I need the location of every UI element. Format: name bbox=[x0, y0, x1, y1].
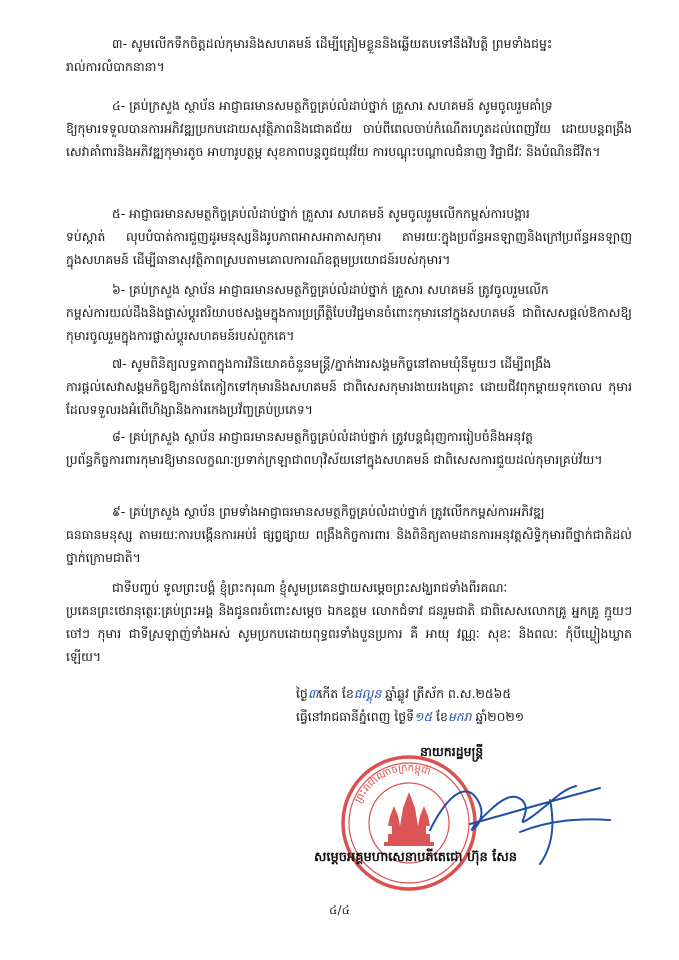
seal-ring-text: ព្រះរាជាណាចក្រកម្ពុជា bbox=[353, 762, 432, 806]
paragraph-first-line: ៥- អាជ្ញាធរមានសមត្ថកិច្ចគ្រប់លំដាប់ថ្នាក់ គ្រួសារ សហគមន៍ សូមចូលរួមលើកកម្ពស់ការបង្ការ bbox=[112, 206, 530, 221]
paragraph-4 bbox=[66, 94, 632, 163]
paragraph-9 bbox=[66, 500, 632, 569]
paragraph-5 bbox=[66, 202, 632, 271]
paragraph-8 bbox=[66, 425, 632, 471]
lunar-date-line bbox=[296, 684, 626, 704]
paragraph-first-line: ៨- គ្រប់ក្រសួង ស្ថាប័ន អាជ្ញាធរមានសមត្ថកិច្ចគ្រប់លំដាប់ថ្នាក់ ត្រូវបន្តជំរុញការរៀបចំនិងអនុវត្ត bbox=[112, 429, 534, 444]
paragraph-rest: ប្រគេនព្រះថេរានុត្ថេរៈគ្រប់ព្រះអង្គ និងជូនពរចំពោះសម្តេច ឯកឧត្តម លោកជំទាវ ជនរួមជាតិ ជាពិសេសលោកគ្រូ អ្នកគ្រូ ក្មួយៗ ចៅៗ កុមារ ជាទីស្រឡាញ់ទាំងអស់ សូមប្រកបដោយពុទ្ធពរទាំងបួនប្រការ គឺ អាយុ វណ្ណៈ សុខៈ និងពលៈ កុំបីឃ្លៀងឃ្លាតឡើយ។ bbox=[66, 603, 632, 664]
paragraph-rest: ធនធានមនុស្ស តាមរយៈការបង្កើនការអប់រំ ផ្សព្វផ្សាយ ពង្រឹងកិច្ចការពារ និងពិនិត្យតាមដានការអនុវត្តសិទ្ធិកុមារពីថ្នាក់ជាតិដល់ថ្នាក់ក្រោមជាតិ។ bbox=[66, 527, 632, 565]
solar-month-handwritten: មករា bbox=[447, 709, 472, 724]
paragraph-7 bbox=[66, 352, 632, 421]
paragraph-first-line: ៧- សូមពិនិត្យលទ្ធភាពក្នុងការវិនិយោគចំនួនមន្ត្រី/ភ្នាក់ងារសង្គមកិច្ចនៅតាមឃុំនីមួយៗ ដើម្បីពង្រឹង bbox=[112, 356, 551, 371]
solar-day-handwritten: ១៥ bbox=[413, 709, 433, 724]
paragraph-first-line: ៤- គ្រប់ក្រសួង ស្ថាប័ន អាជ្ញាធរមានសមត្ថកិច្ចគ្រប់លំដាប់ថ្នាក់ គ្រួសារ សហគមន៍ សូមចូលរួមគាំទ្រ bbox=[112, 98, 553, 113]
paragraph-rest: ឱ្យកុមារទទួលបានការអភិវឌ្ឍប្រកបដោយសុវត្ថិភាពនិងជោគជ័យ ចាប់ពីពេលចាប់កំណើតរហូតដល់ពេញវ័យ ដោយបន្តពង្រឹងសេវាគាំពារនិងអភិវឌ្ឍកុមារតូច អាហារូបត្ថម្ភ សុខភាពបន្តពូជយុវវ័យ ការបណ្តុះបណ្តាលជំនាញ វិជ្ជាជីវៈ និងបំណិនជីវិត។ bbox=[66, 121, 632, 159]
solar-date-prefix: ធ្វើនៅរាជធានីភ្នំពេញ ថ្ងៃទី bbox=[296, 709, 414, 724]
lunar-day-handwritten: ៣ bbox=[307, 686, 319, 701]
paragraph-first-line: ជាទីបញ្ចប់ ទូលព្រះបង្គំ ខ្ញុំព្រះករុណា ខ្ញុំសូមប្រគេនថ្វាយសម្តេចព្រះសង្ឃរាជទាំងពីរគណៈ bbox=[112, 580, 508, 595]
solar-date-suffix: ឆ្នាំ២០២១ bbox=[471, 709, 525, 724]
lunar-date-mid: កើត ខែ bbox=[318, 686, 354, 701]
paragraph-rest: កម្ពស់ការយល់ដឹងនិងផ្លាស់ប្តូរឥរិយាបថសង្គមក្នុងការប្រព្រឹត្តិបែបវិជ្ជមានចំពោះកុមារនៅក្នុងសហគមន៍ ជាពិសេសផ្តល់ឱកាសឱ្យកុមារចូលរួមក្នុងការផ្លាស់ប្តូរសហគមន៍របស់ពួកគេ។ bbox=[66, 305, 632, 343]
paragraph-rest: រាល់ការលំបាកនានា។ bbox=[66, 59, 165, 74]
paragraph-rest: ការផ្តល់សេវាសង្គមកិច្ចឱ្យកាន់តែកៀកទៅកុមារនិងសហគមន៍ ជាពិសេសកុមារងាយរងគ្រោះ ដោយជីវពុកម្តាយទុកចោល កុមារដែលទទួលរងអំពើហិង្សានិងការកេងប្រវ័ញ្ចគ្រប់ប្រភេទ។ bbox=[66, 379, 632, 417]
paragraph-6 bbox=[66, 278, 632, 347]
paragraph-first-line: ៩- គ្រប់ក្រសួង ស្ថាប័ន ព្រមទាំងអាជ្ញាធរមានសមត្ថកិច្ចគ្រប់លំដាប់ថ្នាក់ ត្រូវលើកកម្ពស់ការអភិវឌ្ឍ bbox=[112, 504, 545, 519]
paragraph-3 bbox=[66, 32, 632, 78]
solar-date-line bbox=[296, 707, 626, 727]
paragraph-rest: ទប់ស្កាត់ លុបបំបាត់ការជួញដូរមនុស្សនិងរូបភាពអាសអាភាសកុមារ តាមរយៈក្នុងប្រព័ន្ធអនឡាញនិងក្រៅប្រព័ន្ធអនឡាញក្នុងសហគមន៍ ដើម្បីធានាសុវត្ថិភាពស្របតាមគោលការណ៍ឧត្តមប្រយោជន៍របស់កុមារ។ bbox=[66, 229, 632, 267]
page-number: ៤/៤ bbox=[328, 903, 351, 917]
paragraph-rest: ប្រព័ន្ធកិច្ចការពារកុមារឱ្យមានលក្ខណៈប្រទាក់ក្រឡាជាពហុវិស័យនៅក្នុងសហគមន៍ ជាពិសេសការជួយដល់កុមារគ្រប់វ័យ។ bbox=[66, 452, 603, 467]
paragraph-closing bbox=[66, 576, 632, 668]
office-title: នាយករដ្ឋមន្ត្រី bbox=[420, 744, 484, 759]
lunar-date-suffix: ឆ្នាំឆ្លូវ ត្រីស័ក ព.ស.២៥៦៥ bbox=[381, 686, 512, 701]
lunar-date-prefix: ថ្ងៃ bbox=[296, 686, 308, 701]
solar-date-mid: ខែ bbox=[432, 709, 448, 724]
lunar-month-handwritten: ផល្គុន bbox=[353, 686, 382, 701]
paragraph-first-line: ៦- គ្រប់ក្រសួង ស្ថាប័ន អាជ្ញាធរមានសមត្ថកិច្ចគ្រប់លំដាប់ថ្នាក់ គ្រួសារ សហគមន៍ ត្រូវចូលរួមលើក bbox=[112, 282, 549, 297]
signer-name: សម្តេចអគ្គមហាសេនាបតីតេជោ ហ៊ុន សែន bbox=[314, 850, 517, 865]
paragraph-first-line: ៣- សូមលើកទឹកចិត្តដល់កុមារនិងសហគមន៍ ដើម្បីត្រៀមខ្លួននិងឆ្លើយតបទៅនឹងវិបត្តិ ព្រមទាំងជម្នះ bbox=[112, 36, 553, 51]
